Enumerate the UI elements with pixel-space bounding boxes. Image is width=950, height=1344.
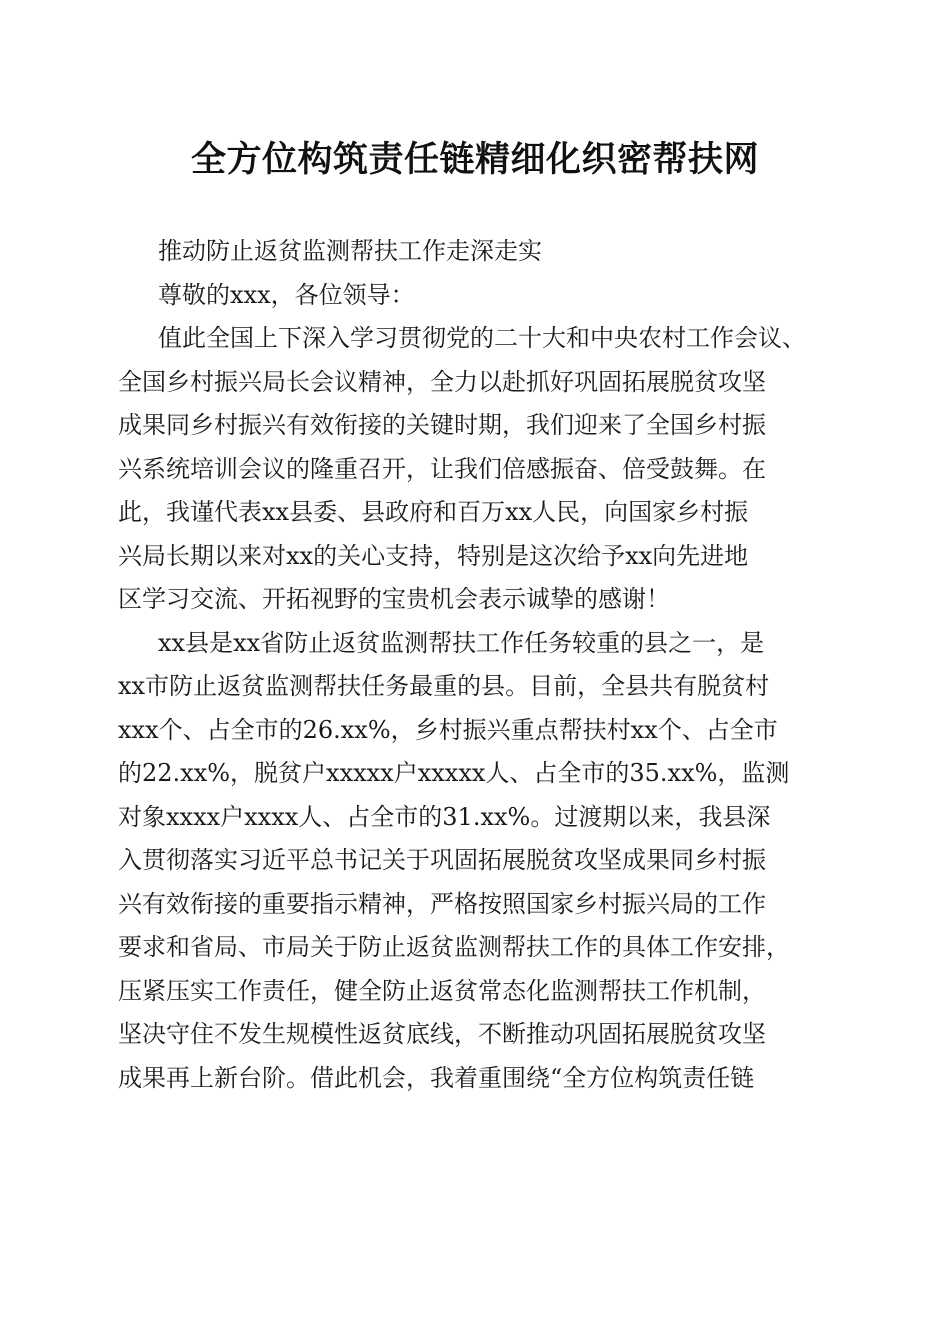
- text-line: 对象xxxx户xxxx人、占全市的31.xx%。过渡期以来，我县深: [118, 802, 771, 831]
- text-line: 全国乡村振兴局长会议精神，全力以赴抓好巩固拓展脱贫攻坚: [118, 367, 766, 396]
- document-title: 全方位构筑责任链精细化织密帮扶网: [190, 139, 759, 180]
- text-line: 兴有效衔接的重要指示精神，严格按照国家乡村振兴局的工作: [118, 889, 766, 918]
- text-line: 兴局长期以来对xx的关心支持，特别是这次给予xx向先进地: [118, 541, 749, 570]
- text-line: xx市防止返贫监测帮扶任务最重的县。目前，全县共有脱贫村: [118, 672, 770, 700]
- text-line: 此，我谨代表xx县委、县政府和百万xx人民，向国家乡村振: [118, 498, 749, 526]
- text-line: 入贯彻落实习近平总书记关于巩固拓展脱贫攻坚成果同乡村振: [118, 846, 766, 874]
- text-line: 推动防止返贫监测帮扶工作走深走实: [158, 237, 542, 265]
- text-line: 尊敬的xxx，各位领导：: [158, 280, 415, 309]
- text-line: 兴系统培训会议的隆重召开，让我们倍感振奋、倍受鼓舞。在: [118, 454, 766, 483]
- text-line: 坚决守住不发生规模性返贫底线，不断推动巩固拓展脱贫攻坚: [118, 1020, 766, 1048]
- text-line: 要求和省局、市局关于防止返贫监测帮扶工作的具体工作安排，: [118, 933, 790, 961]
- text-line: 区学习交流、开拓视野的宝贵机会表示诚挚的感谢！: [118, 585, 670, 613]
- text-line: 成果再上新台阶。借此机会，我着重围绕“全方位构筑责任链: [118, 1063, 755, 1092]
- text-line: 成果同乡村振兴有效衔接的关键时期，我们迎来了全国乡村振: [118, 411, 766, 439]
- document-body: [118, 230, 830, 1100]
- text-line: 值此全国上下深入学习贯彻党的二十大和中央农村工作会议、: [158, 324, 806, 352]
- text-line: 压紧压实工作责任，健全防止返贫常态化监测帮扶工作机制，: [118, 976, 766, 1005]
- text-line: xxx个、占全市的26.xx%，乡村振兴重点帮扶村xx个、占全市: [118, 715, 778, 744]
- text-line: 的22.xx%，脱贫户xxxxx户xxxxx人、占全市的35.xx%，监测: [118, 759, 790, 787]
- text-line: xx县是xx省防止返贫监测帮扶工作任务较重的县之一，是: [158, 628, 765, 657]
